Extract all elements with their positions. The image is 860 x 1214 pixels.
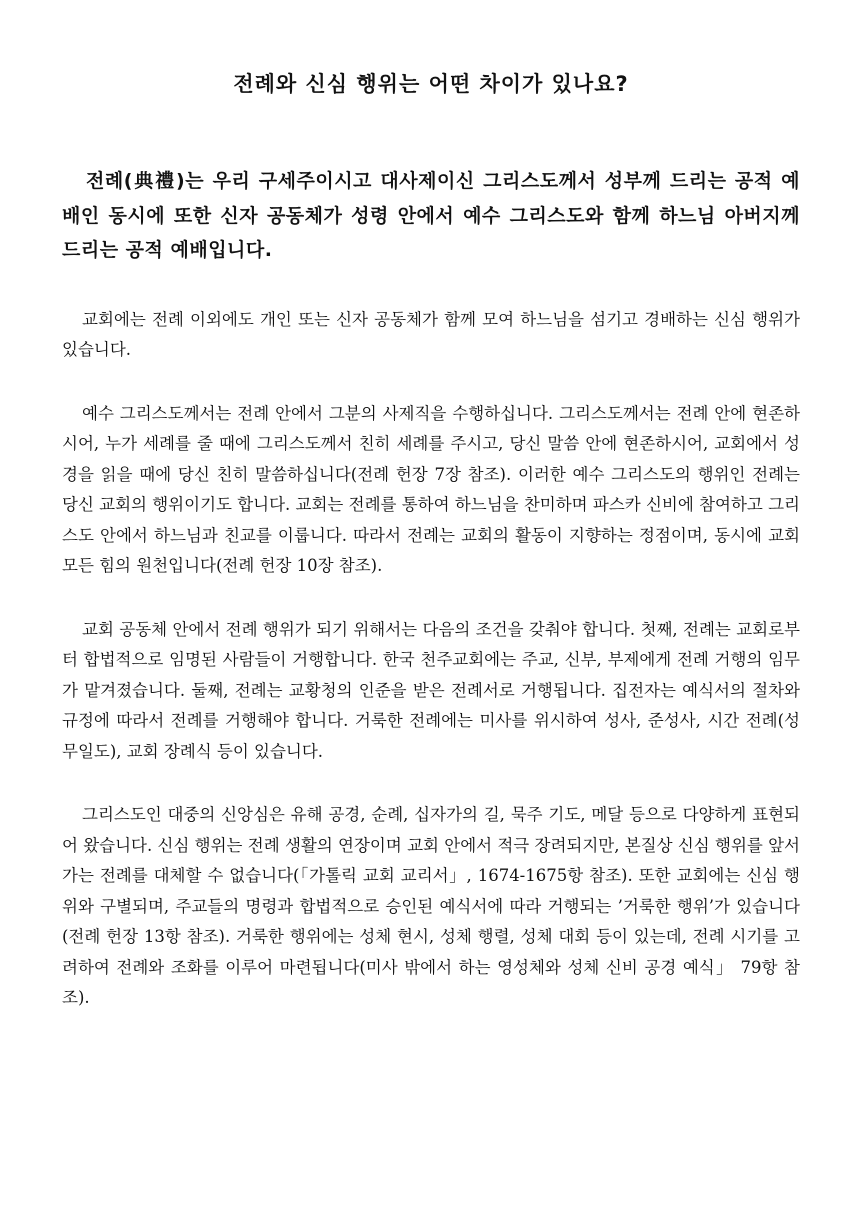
body-paragraph-2: 예수 그리스도께서는 전례 안에서 그분의 사제직을 수행하십니다. 그리스도께서는 전례 안에 현존하시어, 누가 세례를 줄 때에 그리스도께서 친히 세례를 주시고, 당신 말씀 안에 현존하시어, 교회에서 성경을 읽을 때에 당신 친히 말씀하십니다(전례 헌장 7장 참조). 이러한 예수 그리스도의 행위인 전례는 당신 교회의 행위이기도 합니다. 교회는 전례를 통하여 하느님을 찬미하며 파스카 신비에 참여하고 그리스도 안에서 하느님과 친교를 이룹니다. 따라서 전례는 교회의 활동이 지향하는 정점이며, 동시에 교회 모든 힘의 원천입니다(전례 헌장 10장 참조).: [62, 403, 800, 575]
body-paragraph-4: 그리스도인 대중의 신앙심은 유해 공경, 순례, 십자가의 길, 묵주 기도, 메달 등으로 다양하게 표현되어 왔습니다. 신심 행위는 전례 생활의 연장이며 교회 안에서 적극 장려되지만, 본질상 신심 행위를 앞서 가는 전례를 대체할 수 없습니다(「가톨릭 교회 교리서」, 1674-1675항 참조). 또한 교회에는 신심 행위와 구별되며, 주교들의 명령과 합법적으로 승인된 예식서에 따라 거행되는 ’거룩한 행위’가 있습니다(전례 헌장 13항 참조). 거룩한 행위에는 성체 현시, 성체 행렬, 성체 대회 등이 있는데, 전례 시기를 고려하여 전례와 조화를 이루어 마련됩니다(미사 밖에서 하는 영성체와 성체 신비 공경 예식」 79항 참조).: [62, 805, 800, 1007]
lead-paragraph: 전례(典禮)는 우리 구세주이시고 대사제이신 그리스도께서 성부께 드리는 공적 예배인 동시에 또한 신자 공동체가 성령 안에서 예수 그리스도와 함께 하느님 아버지께 드리는 공적 예배입니다.: [62, 170, 800, 261]
body-paragraph-1: 교회에는 전례 이외에도 개인 또는 신자 공동체가 함께 모여 하느님을 섬기고 경배하는 신심 행위가 있습니다.: [62, 309, 800, 359]
body-paragraph-3: 교회 공동체 안에서 전례 행위가 되기 위해서는 다음의 조건을 갖춰야 합니다. 첫째, 전례는 교회로부터 합법적으로 임명된 사람들이 거행합니다. 한국 천주교회에는 주교, 신부, 부제에게 전례 거행의 임무가 맡겨졌습니다. 둘째, 전례는 교황청의 인준을 받은 전례서로 거행됩니다. 집전자는 예식서의 절차와 규정에 따라서 전례를 거행해야 합니다. 거룩한 전례에는 미사를 위시하여 성사, 준성사, 시간 전례(성무일도), 교회 장례식 등이 있습니다.: [62, 619, 800, 761]
document-page: [62, 64, 800, 1047]
document-title: 전례와 신심 행위는 어떤 차이가 있나요?: [233, 72, 629, 96]
